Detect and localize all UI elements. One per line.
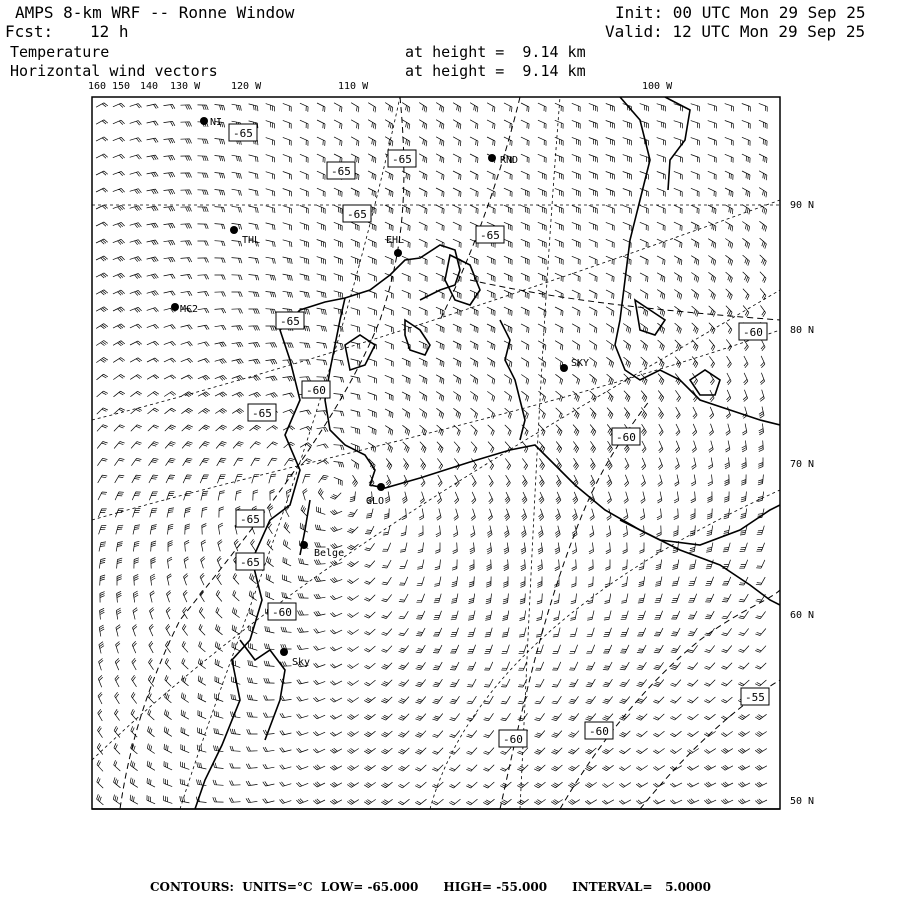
contour-value: -65	[240, 556, 260, 569]
wind-barb	[96, 103, 767, 805]
lon-label: 100 W	[642, 81, 673, 92]
wind-vectors	[96, 103, 767, 805]
contour-value: -65	[240, 513, 260, 526]
lat-label: 50 N	[790, 796, 815, 807]
station-label: EHL	[386, 235, 405, 246]
contour-value: -60	[616, 431, 636, 444]
station-dot	[200, 117, 208, 125]
contour-value: -60	[503, 733, 523, 746]
station-label: THL	[242, 235, 261, 246]
contour-labels	[229, 124, 769, 747]
station-dot	[171, 303, 179, 311]
contour-info: CONTOURS: UNITS=°C LOW= -65.000 HIGH= -55.000 INTERVAL= 5.0000	[150, 880, 712, 894]
map-border	[92, 97, 780, 809]
forecast-label: Fcst:	[5, 22, 54, 41]
lon-label: 110 W	[338, 81, 369, 92]
station-dot	[300, 541, 308, 549]
station-dot	[560, 364, 568, 372]
lat-label: 70 N	[790, 459, 815, 470]
temperature-contours	[120, 97, 780, 809]
lat-label: 90 N	[790, 200, 815, 211]
station-label: RND	[500, 155, 519, 166]
forecast-value: 12 h	[90, 22, 129, 41]
station-label: Belge	[314, 548, 345, 559]
station-dot	[394, 249, 402, 257]
contour-value: -65	[331, 165, 351, 178]
station-label: MC2	[180, 304, 199, 315]
station-label: GLO	[366, 496, 385, 507]
contour-value: -60	[589, 725, 609, 738]
station-dot	[280, 648, 288, 656]
contour-value: -65	[392, 153, 412, 166]
contour-value: -65	[280, 315, 300, 328]
contour-value: -65	[252, 407, 272, 420]
model-title: AMPS 8-km WRF -- Ronne Window	[15, 3, 295, 22]
field1-name: Temperature	[10, 43, 110, 61]
init-time: Init: 00 UTC Mon 29 Sep 25	[615, 3, 866, 22]
lon-label: 130 W	[170, 81, 201, 92]
contour-value: -65	[347, 208, 367, 221]
lon-label: 150	[112, 81, 131, 92]
station-label: NI	[210, 117, 223, 128]
station-dot	[230, 226, 238, 234]
graticule	[92, 97, 780, 809]
lon-label: 140	[140, 81, 159, 92]
station-dot	[377, 483, 385, 491]
contour-value: -60	[272, 606, 292, 619]
field1-height: at height = 9.14 km	[405, 43, 586, 61]
valid-time: Valid: 12 UTC Mon 29 Sep 25	[605, 22, 866, 41]
contour-value: -65	[233, 127, 253, 140]
field2-height: at height = 9.14 km	[405, 62, 586, 80]
lon-label: 120 W	[231, 81, 262, 92]
station-label: SKY	[571, 358, 590, 369]
field2-name: Horizontal wind vectors	[10, 62, 218, 80]
contour-value: -60	[743, 326, 763, 339]
lat-label: 60 N	[790, 610, 815, 621]
contour-value: -60	[306, 384, 326, 397]
stations	[171, 117, 589, 668]
station-dot	[488, 154, 496, 162]
station-label: Sky	[292, 657, 311, 668]
contour-value: -55	[745, 691, 765, 704]
latitude-axis	[790, 200, 814, 807]
contour-value: -65	[480, 229, 500, 242]
lat-label: 80 N	[790, 325, 815, 336]
longitude-axis	[88, 81, 673, 92]
lon-label: 160	[88, 81, 107, 92]
